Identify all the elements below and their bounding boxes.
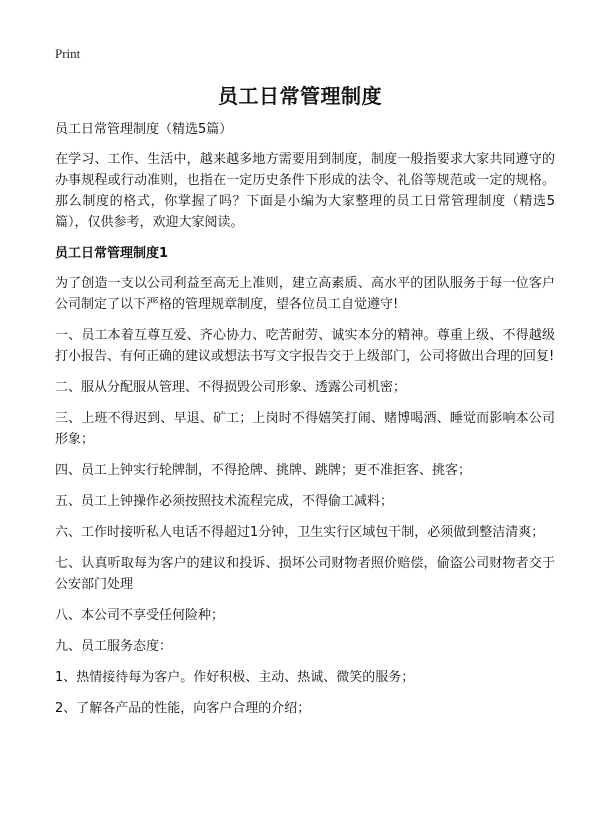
document-subtitle: 员工日常管理制度（精选5篇） bbox=[55, 122, 233, 137]
body-paragraph: 六、工作时接听私人电话不得超过1分钟，卫生实行区域包干制，必须做到整洁清爽； bbox=[55, 525, 545, 540]
body-paragraph: 1、热情接待每为客户。作好积极、主动、热诚、微笑的服务； bbox=[55, 670, 415, 685]
body-paragraph: 七、认真听取每为客户的建议和投诉、损坏公司财物者照价赔偿，偷盗公司财物者交于公安部门处理 bbox=[55, 556, 555, 592]
body-paragraph: 一、员工本着互尊互爱、齐心协力、吃苦耐劳、诚实本分的精神。尊重上级、不得越级打小报告、有何正确的建议或想法书写文字报告交于上级部门，公司将做出合理的回复! bbox=[55, 328, 555, 364]
body-paragraph: 四、员工上钟实行轮牌制，不得抢牌、挑牌、跳牌；更不准拒客、挑客； bbox=[55, 463, 472, 478]
document-title: 员工日常管理制度 bbox=[218, 84, 382, 108]
body-paragraph: 三、上班不得迟到、早退、矿工；上岗时不得嬉笑打闹、赌博喝酒、睡觉而影响本公司形象； bbox=[55, 411, 555, 447]
body-paragraph: 八、本公司不享受任何险种； bbox=[55, 608, 225, 623]
body-paragraph: 为了创造一支以公司利益至高无上准则，建立高素质、高水平的团队服务于每一位客户公司制定了以下严格的管理规章制度，望各位员工自觉遵守! bbox=[55, 276, 555, 312]
section-heading: 员工日常管理制度1 bbox=[55, 246, 169, 261]
body-paragraph: 五、员工上钟操作必须按照技术流程完成，不得偷工减料； bbox=[55, 494, 394, 509]
intro-paragraph: 在学习、工作、生活中，越来越多地方需要用到制度，制度一般指要求大家共同遵守的办事规程或行动准则，也指在一定历史条件下形成的法令、礼俗等规范或一定的规格。那么制度的格式，你掌握了吗？下面是小编为大家整理的员工日常管理制度（精选5篇），仅供参考，欢迎大家阅读。 bbox=[55, 152, 555, 230]
body-paragraph: 二、服从分配服从管理、不得损毁公司形象、透露公司机密； bbox=[55, 380, 407, 395]
body-paragraph: 2、了解各产品的性能，向客户合理的介绍； bbox=[55, 701, 311, 716]
print-link[interactable]: Print bbox=[55, 46, 81, 61]
document-body bbox=[55, 119, 555, 729]
body-paragraph: 九、员工服务态度： bbox=[55, 639, 173, 654]
